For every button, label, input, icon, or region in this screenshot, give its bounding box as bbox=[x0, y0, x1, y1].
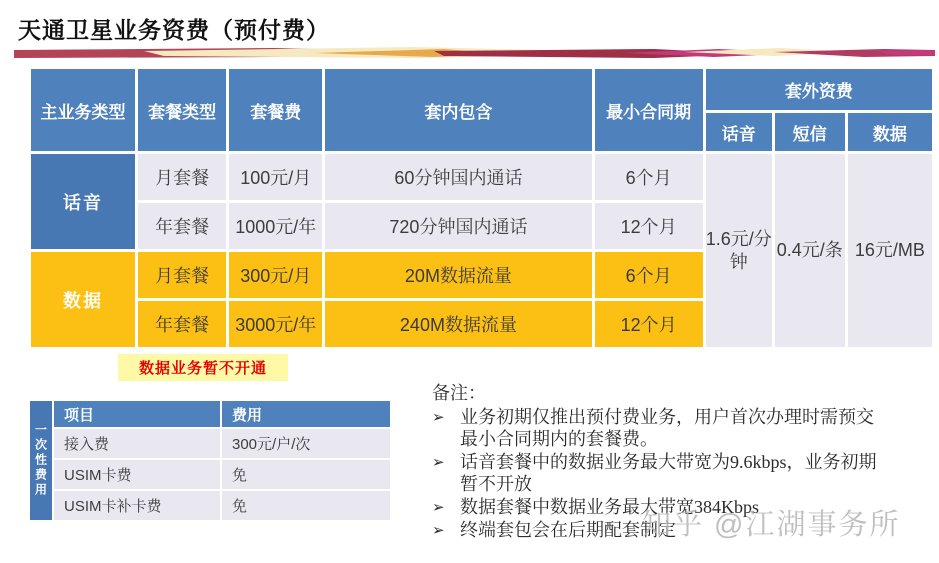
col-header-overage-data: 数据 bbox=[848, 113, 932, 151]
plan-type-cell: 月套餐 bbox=[138, 252, 226, 298]
title-ribbon-decoration bbox=[14, 47, 935, 60]
remark-text: 数据套餐中数据业务最大带宽384Kbps bbox=[460, 496, 760, 517]
table-row-access-fee bbox=[30, 429, 390, 458]
included-cell: 720分钟国内通话 bbox=[325, 203, 591, 249]
min-term-cell: 12个月 bbox=[595, 203, 703, 249]
col-header-plan-type: 套餐类型 bbox=[138, 69, 226, 151]
remark-text: 话音套餐中的数据业务最大带宽为9.6kbps，业务初期暂不开放 bbox=[460, 451, 877, 494]
remarks-title: 备注： bbox=[432, 383, 486, 403]
plan-type-cell: 年套餐 bbox=[138, 301, 226, 347]
one-time-fee-side-label: 一次性费用 bbox=[30, 401, 52, 520]
remark-text: 终端套包会在后期配套制定 bbox=[460, 519, 676, 540]
remark-item bbox=[432, 497, 932, 519]
data-service-unavailable-note: 数据业务暂不开通 bbox=[118, 354, 288, 381]
remarks-section bbox=[432, 383, 932, 543]
fee-col-header-fee: 费用 bbox=[222, 401, 390, 427]
fee-item-cell: USIM卡补卡费 bbox=[54, 491, 220, 520]
col-header-plan-fee: 套餐费 bbox=[229, 69, 322, 151]
remark-item bbox=[432, 407, 932, 451]
fee-col-header-item: 项目 bbox=[54, 401, 220, 427]
col-header-service-type: 主业务类型 bbox=[31, 69, 135, 151]
plan-fee-cell: 300元/月 bbox=[229, 252, 322, 298]
watermark: 知乎 @江湖事务所 bbox=[642, 509, 901, 541]
one-time-fee-table bbox=[28, 399, 392, 522]
arrow-bullet-icon: ➢ bbox=[432, 499, 445, 516]
col-header-included: 套内包含 bbox=[325, 69, 591, 151]
fee-value-cell: 300元/户/次 bbox=[222, 429, 390, 458]
row-header-data: 数据 bbox=[31, 252, 135, 347]
min-term-cell: 6个月 bbox=[595, 154, 703, 200]
included-cell: 240M数据流量 bbox=[325, 301, 591, 347]
plan-type-cell: 年套餐 bbox=[138, 203, 226, 249]
min-term-cell: 12个月 bbox=[595, 301, 703, 347]
fee-value-cell: 免 bbox=[222, 491, 390, 520]
fee-item-cell: 接入费 bbox=[54, 429, 220, 458]
remark-item bbox=[432, 520, 932, 542]
page-title: 天通卫星业务资费（预付费） bbox=[18, 17, 330, 43]
table-row-voice-monthly bbox=[31, 154, 932, 200]
min-term-cell: 6个月 bbox=[595, 252, 703, 298]
col-header-min-term: 最小合同期 bbox=[595, 69, 703, 151]
arrow-bullet-icon: ➢ bbox=[432, 522, 445, 539]
arrow-bullet-icon: ➢ bbox=[432, 454, 445, 471]
plan-fee-cell: 1000元/年 bbox=[229, 203, 322, 249]
row-header-voice: 话音 bbox=[31, 154, 135, 249]
plan-fee-cell: 100元/月 bbox=[229, 154, 322, 200]
overage-data-cell: 16元/MB bbox=[848, 154, 932, 347]
col-header-overage-voice: 话音 bbox=[706, 113, 772, 151]
remark-text: 业务初期仅推出预付费业务，用户首次办理时需预交最小合同期内的套餐费。 bbox=[460, 406, 874, 449]
plan-type-cell: 月套餐 bbox=[138, 154, 226, 200]
col-header-overage-group: 套外资费 bbox=[706, 69, 932, 110]
included-cell: 60分钟国内通话 bbox=[325, 154, 591, 200]
col-header-overage-sms: 短信 bbox=[775, 113, 845, 151]
included-cell: 20M数据流量 bbox=[325, 252, 591, 298]
tariff-table bbox=[28, 66, 935, 350]
overage-sms-cell: 0.4元/条 bbox=[775, 154, 845, 347]
plan-fee-cell: 3000元/年 bbox=[229, 301, 322, 347]
table-row-usim-replacement-fee bbox=[30, 491, 390, 520]
arrow-bullet-icon: ➢ bbox=[432, 409, 445, 426]
fee-item-cell: USIM卡费 bbox=[54, 460, 220, 489]
remark-item bbox=[432, 452, 932, 496]
fee-value-cell: 免 bbox=[222, 460, 390, 489]
overage-voice-cell: 1.6元/分钟 bbox=[706, 154, 772, 347]
table-row-usim-fee bbox=[30, 460, 390, 489]
